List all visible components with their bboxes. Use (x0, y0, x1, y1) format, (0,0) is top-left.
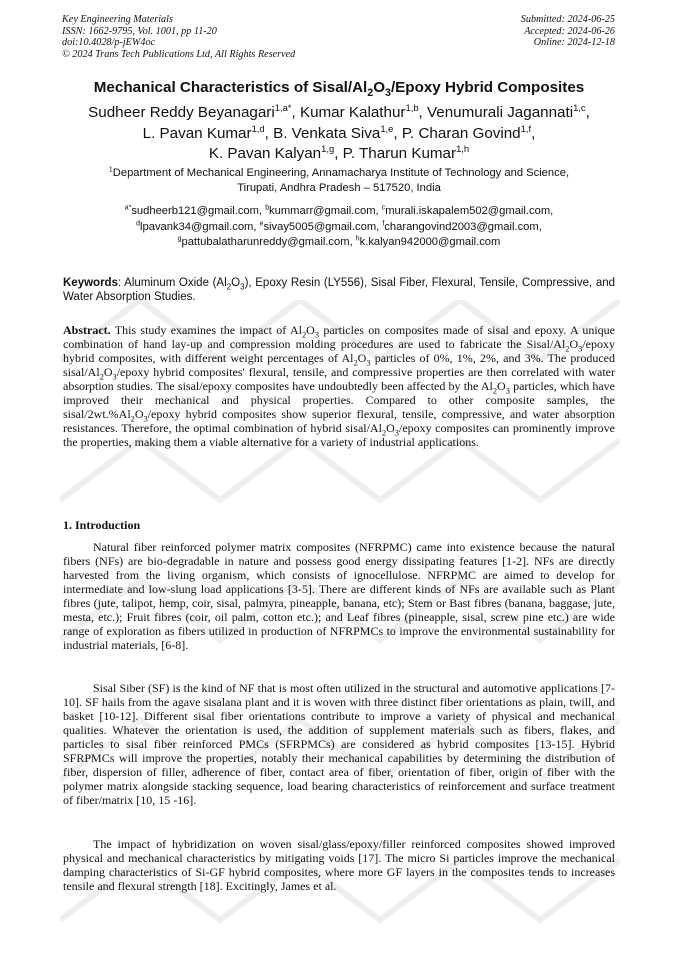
email-link[interactable]: sivay5005@gmail.com (263, 220, 377, 233)
email-link[interactable]: charangovind2003@gmail.com (384, 220, 539, 233)
author-name: P. Tharun Kumar (342, 145, 457, 162)
intro-paragraph-3: The impact of hybridization on woven sisal/glass/epoxy/filler reinforced composites showed improved physical and mechanical characteristics by mitigating voids [17]. The micro Si particles improve the mechanical damping characteristics of Si-GF hybrid composites, where more GF layers in the composites tends to increases tensile and flexural strength [18]. Excitingly, James et al. (63, 837, 615, 894)
email-link[interactable]: kummarr@gmail.com (269, 205, 376, 217)
author-name: P. Charan Govind (401, 124, 521, 142)
author-name: Kumar Kalathur (299, 104, 406, 121)
intro-paragraph-2: Sisal Siber (SF) is the kind of NF that is most often utilized in the structural and automotive applications [7-10]. SF hails from the agave sisalana plant and it is woven with three distinct fiber orientations as plain, twill, and basket [10-12]. Different sisal fiber orientations contribute to improve a variety of physical and mechanical qualities. Whatever the orientation is used, the addition of supplement materials such as fibers, flakes, and particles to sisal fiber reinforced PMCs (SFRPMCs) are considered as hybrid composites [13-15]. Hybrid SFRPMCs will improve the properties, notably their mechanical capabilities by determining the distribution of fiber, dispersion of filler, adherence of fiber, contact area of fiber, orientation of fiber, origin of fiber with the polymer matrix alongside stacking sequence, load bearing characteristics of reinforcement and surface treatment of fiber/matrix [10, 15 -16]. (63, 681, 615, 808)
email-link[interactable]: lpavank34@gmail.com (140, 220, 254, 233)
journal-info (62, 14, 295, 60)
email-link[interactable]: sudheerb121@gmail.com (131, 205, 259, 217)
keywords: Keywords: Aluminum Oxide $(Al_2O_3)$, Epoxy Resin (LY556), Sisal Fiber, Flexural, Tensile, Compressive, and Water Absorption Studies. (63, 277, 616, 304)
affiliation: $^1$Department of Mechanical Engineering, Annamacharya Institute of Technology and Science, Tirupati, Andhra Pradesh – 517520, India (108, 166, 570, 194)
copyright-line: © 2024 Trans Tech Publications Ltd, All Rights Reserved (62, 48, 296, 60)
email-list: $^{a*}$sudheerb121@gmail.com, $^b$kummarr@gmail.com, $^c$murali.iskapalem502@gmail.com, $^d$lpavank34@gmail.com, $^e$sivay5005@gmail.com, $^f$charangovind2003@gmail.com, $^g$pattubalatharunreddy@gmail.com, $^h$k.kalyan942000@gmail.com (124, 204, 554, 249)
author-list: Sudheer Reddy Beyanagari$^{1,a*}$, Kumar Kalathur$^{1,b}$, Venumurali Jagannati$^{1,c}$, L. Pavan Kumar$^{1,d}$, B. Venkata Siva$^{1,e}$, P. Charan Govind$^{1,f}$, K. Pavan Kalyan$^{1,g}$, P. Tharun Kumar$^{1,h}$ (88, 101, 590, 162)
online-date: Online: 2024-12-18 (533, 37, 615, 49)
email-link[interactable]: k.kalyan942000@gmail.com (359, 236, 501, 249)
author-name: L. Pavan Kumar (142, 124, 252, 142)
issn-line: ISSN: 1662-9795, Vol. 1001, pp 11-20 (62, 25, 217, 37)
email-link[interactable]: murali.iskapalem502@gmail.com (385, 205, 551, 217)
dates-info (521, 14, 615, 49)
submitted-date: Submitted: 2024-06-25 (520, 14, 615, 25)
email-link[interactable]: pattubalatharunreddy@gmail.com (181, 236, 350, 249)
author-name: Venumurali Jagannati (427, 104, 574, 121)
author-name: Sudheer Reddy Beyanagari (88, 104, 275, 121)
journal-name: Key Engineering Materials (62, 14, 173, 25)
author-name: K. Pavan Kalyan (208, 145, 322, 162)
paper-title: Mechanical Characteristics of Sisal/$Al_2O_3$/Epoxy Hybrid Composites (93, 79, 585, 100)
author-name: B. Venkata Siva (273, 124, 381, 142)
intro-paragraph-1: Natural fiber reinforced polymer matrix composites (NFRPMC) came into existence because the natural fibers (NFs) are bio-degradable in nature and possess good energy dissipating features [1-2]. NFs are directly harvested from the living organism, which consists of ignocellulose. NFRPMC are aimed to develop for intermediate and low-slung load applications [3-5]. There are different kinds of NFs are available such as Plant fibres (jute, talipot, hemp, coir, sisal, palmyra, pineapple, banana, etc); Stem or Bast fibres (banana, baggase, jute, mesta, etc.); Fruit fibres (coir, oil palm, cotton etc.); and Leaf fibres (pineapple, sisal, screw pine etc.) are wide range of exploration as fibers utilized in production of NFRPMCs to improve the environmental sustainability for industrial materials, [6-8]. (63, 540, 615, 653)
section-heading-introduction: 1. Introduction (63, 518, 141, 532)
doi-line[interactable]: doi:10.4028/p-jEW4oc (62, 37, 156, 49)
abstract: Abstract. This study examines the impact of $Al_2O_3$ particles on composites made of sisal and epoxy. A unique combination of hand lay-up and compression molding procedures are used to fabricate the Sisal/$Al_2O_3$/epoxy hybrid composites, with different weight percentages of $Al_2O_3$ particles of 0%, 1%, 2%, and 3%. The produced sisal/$Al_2O_3$/epoxy hybrid composites' flexural, tensile, and compressive properties are then correlated with water absorption studies. The sisal/epoxy composites have undoubtedly been affected by the $Al_2O_3$ particles, which have improved their mechanical and physical properties. Compared to other composite samples, the sisal/$2wt.\%Al_2O_3$/epoxy hybrid composites show superior flexural, tensile, compressive, and water absorption resistances. Therefore, the optimal combination of hybrid sisal/$Al_2O_3$/epoxy composites can prominently improve the properties, making them a viable alternative for a variety of industrial applications. (63, 323, 615, 450)
accepted-date: Accepted: 2024-06-26 (524, 25, 615, 37)
